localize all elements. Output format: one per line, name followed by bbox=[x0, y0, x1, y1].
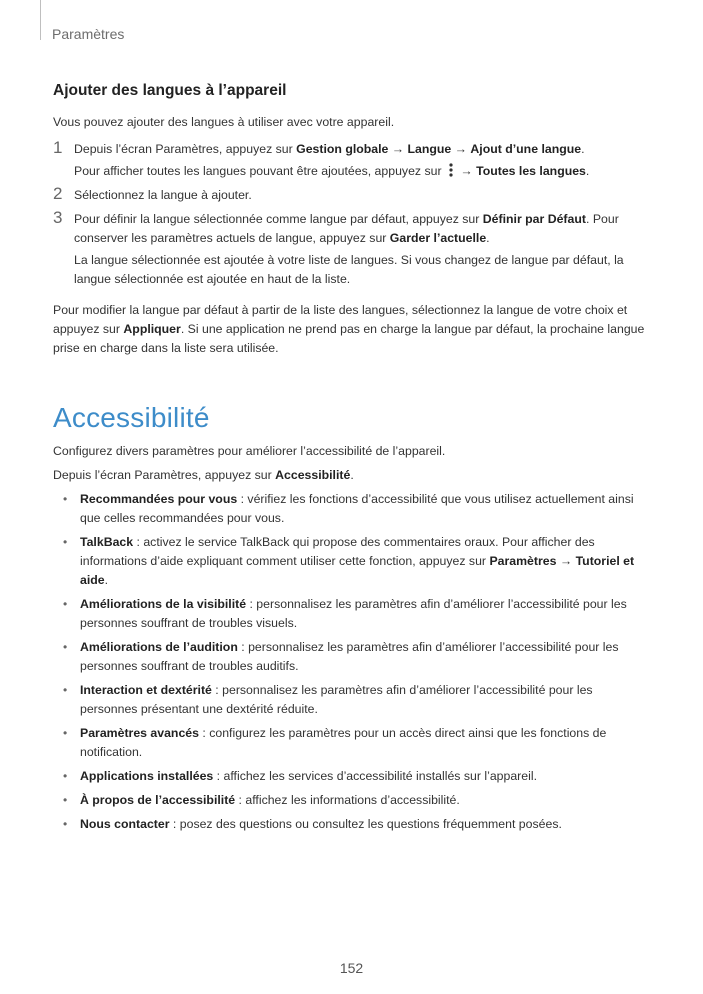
steps-list bbox=[53, 140, 653, 289]
page-content bbox=[53, 82, 653, 839]
header-rule bbox=[40, 0, 41, 40]
more-options-icon bbox=[447, 163, 455, 177]
step-text: Sélectionnez la langue à ajouter. bbox=[74, 188, 252, 202]
default-language-paragraph: Pour modifier la langue par défaut à partir de la liste des langues, sélectionnez la langue de votre choix et appuyez sur Appliquer. Si une application ne prend pas en charge la langue par défaut, la prochaine langue prise en charge dans la liste sera utilisée. bbox=[53, 303, 645, 355]
list-item: • Paramètres avancés : configurez les paramètres pour un accès direct ainsi que les fonctions de notification. bbox=[63, 726, 607, 759]
section-intro: Vous pouvez ajouter des langues à utiliser avec votre appareil. bbox=[53, 115, 395, 129]
list-item: • Applications installées : affichez les services d’accessibilité installés sur l’appareil. bbox=[53, 767, 653, 786]
list-item: • Nous contacter : posez des questions ou consultez les questions fréquemment posées. bbox=[53, 815, 653, 834]
step-text: Pour définir la langue sélectionnée comme langue par défaut, appuyez sur Définir par Défaut. Pour conserver les paramètres actuels de langue, appuyez sur Garder l’actuelle. bbox=[74, 212, 619, 245]
bullet-icon: • bbox=[63, 793, 68, 807]
step-number: 3 bbox=[53, 208, 63, 227]
bullet-icon: • bbox=[63, 492, 68, 506]
list-item: • Recommandées pour vous : vérifiez les fonctions d’accessibilité que vous utilisez actuellement ainsi que celles recommandées pour vous. bbox=[63, 492, 634, 525]
list-item: • Interaction et dextérité : personnalisez les paramètres afin d’améliorer l’accessibilité pour les personnes présentant une dextérité réduite. bbox=[63, 683, 593, 716]
bullet-icon: • bbox=[63, 640, 68, 654]
step-number: 1 bbox=[53, 138, 63, 157]
step-2 bbox=[53, 186, 653, 205]
step-subtext: Pour afficher toutes les langues pouvant être ajoutées, appuyez sur → Toutes les langues. bbox=[74, 164, 590, 178]
accessibility-title: Accessibilité bbox=[53, 402, 210, 433]
list-item: • Améliorations de l’audition : personnalisez les paramètres afin d’améliorer l’accessibilité pour les personnes souffrant de troubles auditifs. bbox=[63, 640, 619, 673]
list-item: • TalkBack : activez le service TalkBack qui propose des commentaires oraux. Pour afficher des informations d’aide expliquant comment utiliser cette fonction, appuyez sur Paramètres → Tutoriel et aide. bbox=[63, 535, 635, 587]
bullet-icon: • bbox=[63, 769, 68, 783]
bullet-icon: • bbox=[63, 726, 68, 740]
section-heading: Ajouter des langues à l’appareil bbox=[53, 82, 287, 99]
step-1 bbox=[53, 140, 653, 181]
list-item: • À propos de l’accessibilité : affichez les informations d’accessibilité. bbox=[53, 791, 653, 810]
bullet-icon: • bbox=[63, 597, 68, 611]
accessibility-options-list bbox=[53, 490, 653, 834]
accessibility-intro: Configurez divers paramètres pour améliorer l’accessibilité de l’appareil. bbox=[53, 444, 446, 458]
accessibility-path: Depuis l’écran Paramètres, appuyez sur Accessibilité. bbox=[53, 468, 354, 482]
step-text: Depuis l’écran Paramètres, appuyez sur Gestion globale → Langue → Ajout d’une langue. bbox=[74, 142, 585, 156]
bullet-icon: • bbox=[63, 817, 68, 831]
step-number: 2 bbox=[53, 184, 63, 203]
step-subtext: La langue sélectionnée est ajoutée à votre liste de langues. Si vous changez de langue par défaut, la langue sélectionnée est ajoutée en haut de la liste. bbox=[74, 253, 624, 286]
bullet-icon: • bbox=[63, 535, 68, 549]
bullet-icon: • bbox=[63, 683, 68, 697]
running-header: Paramètres bbox=[52, 26, 125, 42]
list-item: • Améliorations de la visibilité : personnalisez les paramètres afin d’améliorer l’accessibilité pour les personnes souffrant de troubles visuels. bbox=[63, 597, 627, 630]
step-3 bbox=[53, 210, 653, 289]
page-number: 152 bbox=[339, 960, 364, 976]
